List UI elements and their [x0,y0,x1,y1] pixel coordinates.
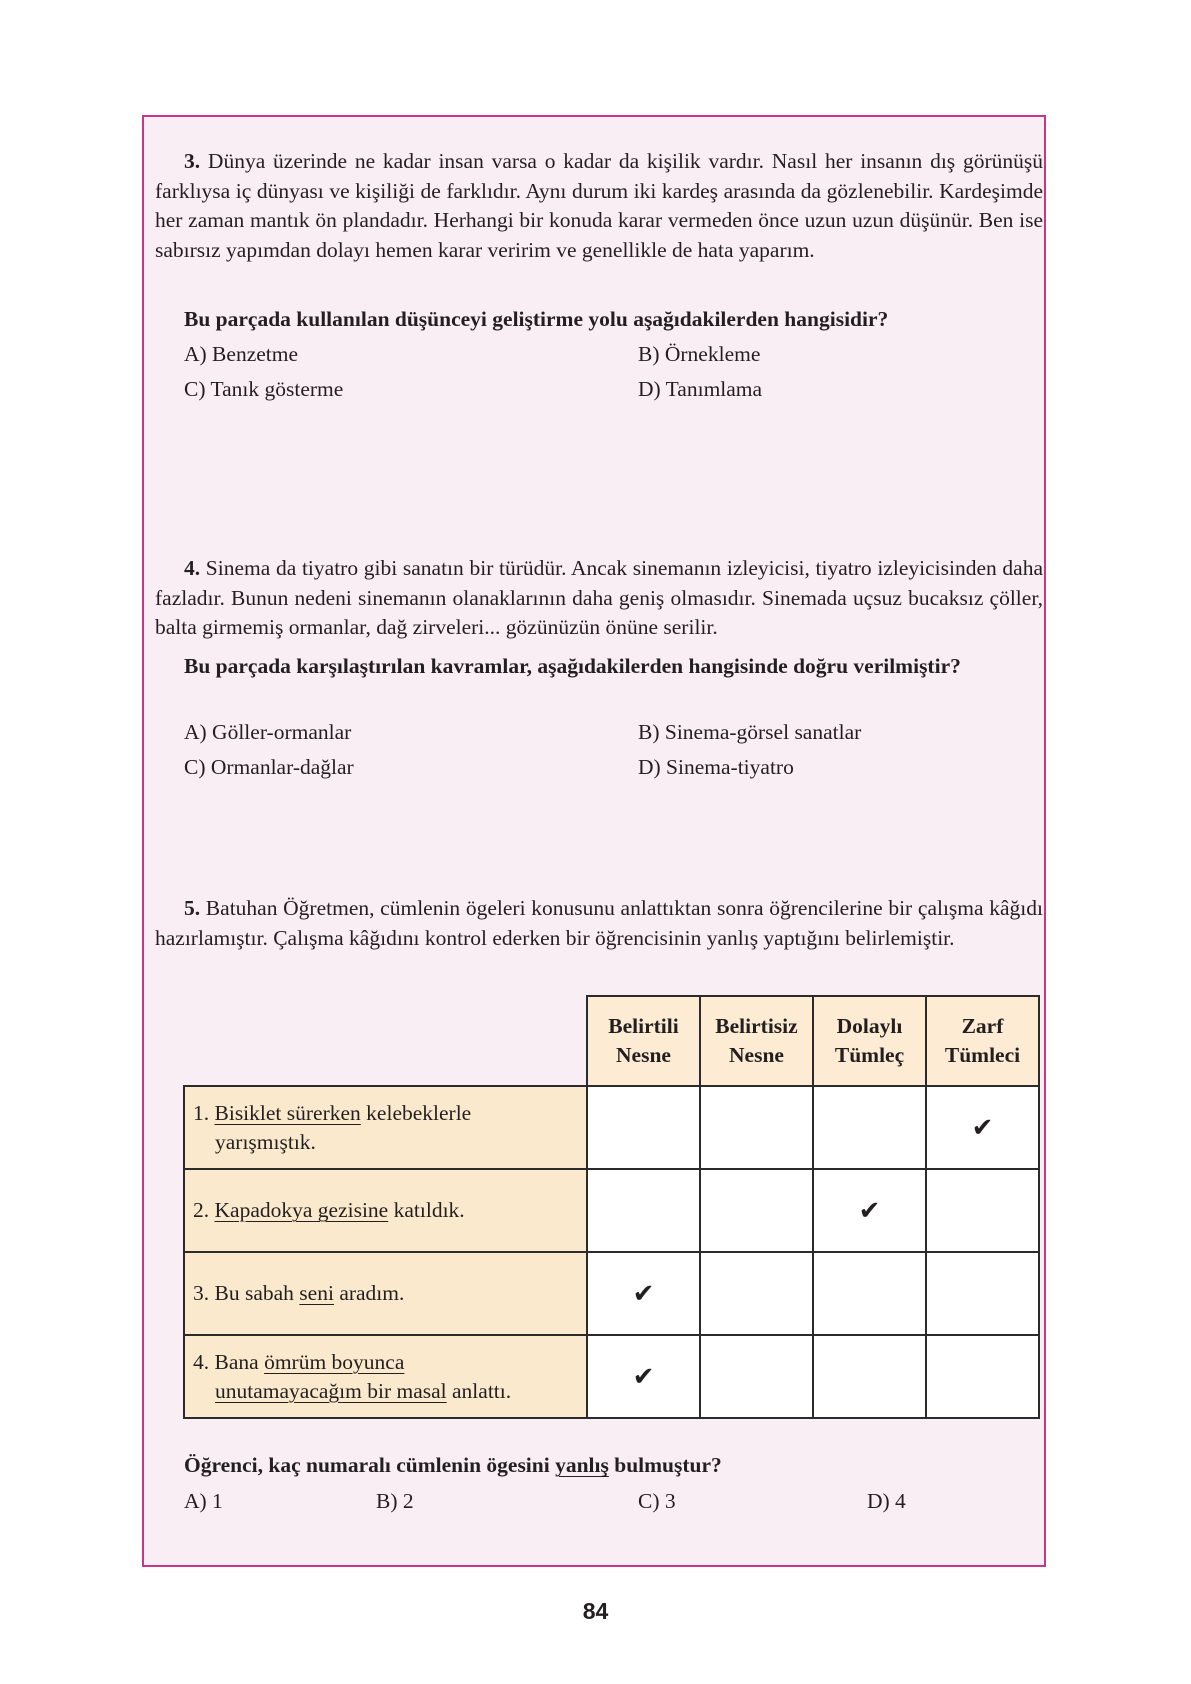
table-row [184,1086,1039,1169]
sentence-elements-table [183,995,1040,1419]
q4-passage [155,554,1043,643]
check-icon: ✔ [632,1361,655,1392]
q3-option-a[interactable]: A) Benzetme [184,342,299,366]
page-number: 84 [582,1598,609,1624]
q4-option-a[interactable]: A) Göller-ormanlar [184,720,352,744]
row-2-dolayli-tumlec-cell[interactable] [813,1169,926,1252]
q3-option-c[interactable]: C) Tanık gösterme [184,377,344,401]
q5-passage [155,894,1043,953]
header-belirtili-nesne: Belirtili Nesne [587,996,700,1086]
row-1-dolayli-tumlec-cell[interactable] [813,1086,926,1169]
row-2-belirtisiz-nesne-cell[interactable] [700,1169,813,1252]
q3-option-b[interactable]: B) Örnekleme [638,342,761,366]
row-1-belirtisiz-nesne-cell[interactable] [700,1086,813,1169]
q3-passage [155,147,1043,266]
row-1-zarf-tumleci-cell[interactable] [926,1086,1039,1169]
header-dolayli-tumlec: Dolaylı Tümleç [813,996,926,1086]
row-3-dolayli-tumlec-cell[interactable] [813,1252,926,1335]
q5-number: 5. [184,896,201,920]
row-4-dolayli-tumlec-cell[interactable] [813,1335,926,1418]
row-2-zarf-tumleci-cell[interactable] [926,1169,1039,1252]
header-belirtisiz-nesne: Belirtisiz Nesne [700,996,813,1086]
row-3-belirtili-nesne-cell[interactable] [587,1252,700,1335]
q5-option-c[interactable]: C) 3 [638,1489,676,1513]
header-zarf-tumleci: Zarf Tümleci [926,996,1039,1086]
row-4-belirtili-nesne-cell[interactable] [587,1335,700,1418]
q3-passage-text: Dünya üzerinde ne kadar insan varsa o kadar da kişilik vardır. Nasıl her insanın dış görünüşü farklıysa iç dünyası ve kişiliği de farklıdır. Aynı durum iki kardeş arasında da gözlenebilir. Kardeşimde her zaman mantık ön plandadır. Herhangi bir konuda karar vermeden önce uzun uzun düşünür. Ben ise sabırsız yapımdan dolayı hemen karar veririm ve genellikle de hata yaparım. [155,149,1043,263]
row-1-belirtili-nesne-cell[interactable] [587,1086,700,1169]
check-icon: ✔ [858,1195,881,1226]
row-3-belirtisiz-nesne-cell[interactable] [700,1252,813,1335]
q5-option-d[interactable]: D) 4 [867,1489,906,1513]
row-3-zarf-tumleci-cell[interactable] [926,1252,1039,1335]
check-icon: ✔ [632,1278,655,1309]
row-3-sentence: 3. Bu sabah seni aradım. [184,1252,587,1335]
q4-question: Bu parçada karşılaştırılan kavramlar, aşağıdakilerden hangisinde doğru verilmiştir? [184,654,961,678]
q3-question: Bu parçada kullanılan düşünceyi geliştirme yolu aşağıdakilerden hangisidir? [184,307,889,331]
q4-option-d[interactable]: D) Sinema-tiyatro [638,755,794,779]
q3-option-d[interactable]: D) Tanımlama [638,377,763,401]
q4-option-c[interactable]: C) Ormanlar-dağlar [184,755,354,779]
table-row [184,1252,1039,1335]
table-row [184,1169,1039,1252]
q4-passage-text: Sinema da tiyatro gibi sanatın bir türüdür. Ancak sinemanın izleyicisi, tiyatro izleyicisinden daha fazladır. Bunun nedeni sinemanın olanaklarının daha geniş olmasıdır. Sinemada uçsuz bucaksız çöller, balta girmemiş ormanlar, dağ zirveleri... gözünüzün önüne serilir. [155,556,1043,640]
row-4-zarf-tumleci-cell[interactable] [926,1335,1039,1418]
q5-question: Öğrenci, kaç numaralı cümlenin ögesini yanlış bulmuştur? [184,1453,722,1477]
row-4-belirtisiz-nesne-cell[interactable] [700,1335,813,1418]
q4-number: 4. [184,556,201,580]
q5-option-b[interactable]: B) 2 [376,1489,414,1513]
q4-option-b[interactable]: B) Sinema-görsel sanatlar [638,720,862,744]
row-2-sentence: 2. Kapadokya gezisine katıldık. [184,1169,587,1252]
q3-number: 3. [184,149,201,173]
row-1-sentence: 1. Bisiklet sürerken kelebeklerle yarışmıştık. [184,1086,587,1169]
q5-passage-text: Batuhan Öğretmen, cümlenin ögeleri konusunu anlattıktan sonra öğrencilerine bir çalışma kâğıdı hazırlamıştır. Çalışma kâğıdını kontrol ederken bir öğrencisinin yanlış yaptığını belirlemiştir. [155,896,1043,950]
table-header-row [184,996,1039,1086]
table-corner [184,996,587,1086]
table-row [184,1335,1039,1418]
row-2-belirtili-nesne-cell[interactable] [587,1169,700,1252]
check-icon: ✔ [971,1112,994,1143]
row-4-sentence: 4. Bana ömrüm boyunca unutamayacağım bir masal anlattı. [184,1335,587,1418]
q5-option-a[interactable]: A) 1 [184,1489,223,1513]
